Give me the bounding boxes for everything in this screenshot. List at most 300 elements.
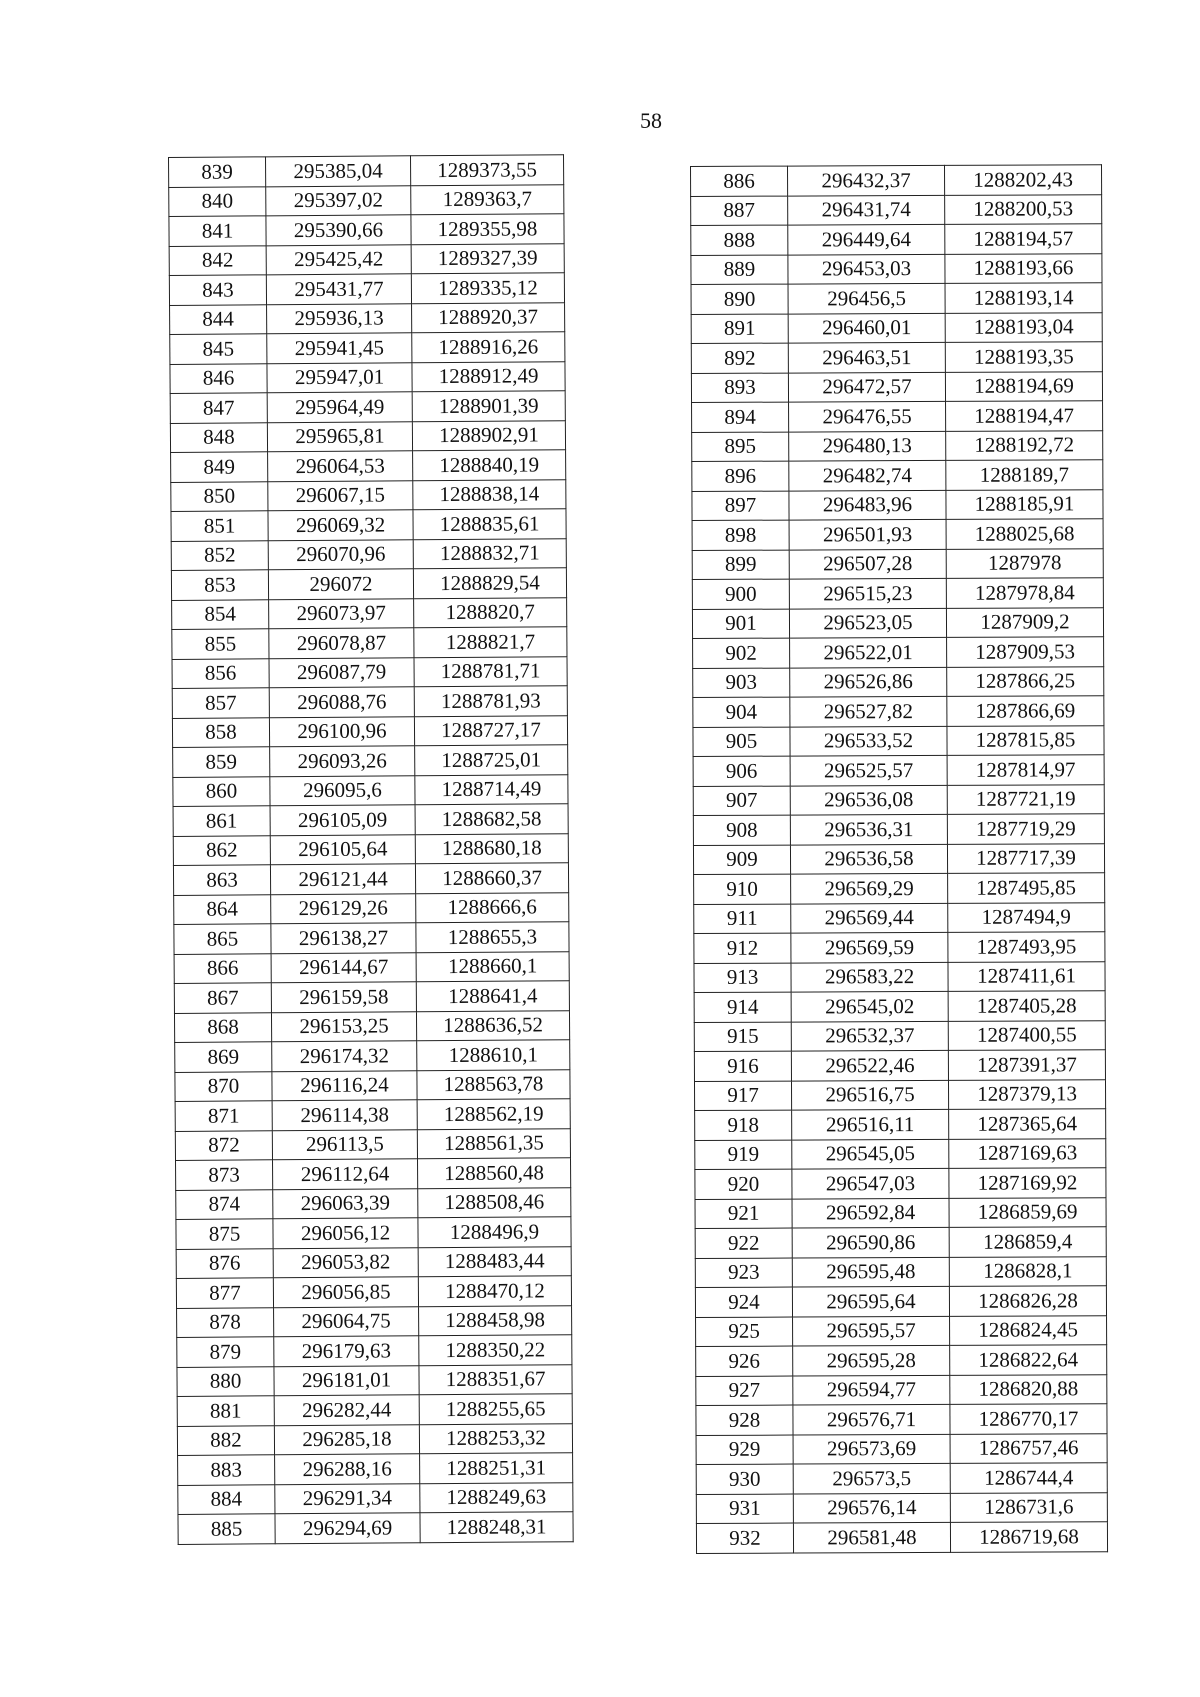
y-coordinate-cell: 1289355,98 [411,214,564,245]
y-coordinate-cell: 1288193,66 [945,253,1102,283]
y-coordinate-cell: 1287495,85 [948,873,1105,903]
x-coordinate-cell: 295947,01 [267,362,412,393]
point-number-cell: 844 [170,304,267,334]
y-coordinate-cell: 1288202,43 [944,165,1101,195]
x-coordinate-cell: 296056,12 [273,1218,418,1249]
x-coordinate-cell: 296064,53 [268,451,413,482]
x-coordinate-cell: 296576,71 [793,1404,950,1434]
y-coordinate-cell: 1288193,04 [945,312,1102,342]
x-coordinate-cell: 296432,37 [788,165,945,195]
y-coordinate-cell: 1287978,84 [946,578,1103,608]
y-coordinate-cell: 1286757,46 [950,1433,1107,1463]
point-number-cell: 884 [178,1484,275,1514]
y-coordinate-cell: 1287815,85 [947,725,1104,755]
point-number-cell: 848 [170,422,267,452]
point-number-cell: 894 [692,402,789,432]
y-coordinate-cell: 1288636,52 [416,1010,569,1041]
y-coordinate-cell: 1288901,39 [412,391,565,422]
x-coordinate-cell: 296116,24 [272,1070,417,1101]
table-row [691,283,1102,314]
point-number-cell: 841 [169,216,266,246]
point-number-cell: 845 [170,334,267,364]
point-number-cell: 905 [693,727,790,757]
point-number-cell: 915 [694,1022,791,1052]
point-number-cell: 920 [695,1169,792,1199]
point-number-cell: 926 [696,1346,793,1376]
page-number: 58 [640,108,662,133]
x-coordinate-cell: 295941,45 [267,333,412,364]
y-coordinate-cell: 1289335,12 [411,273,564,304]
y-coordinate-cell: 1287717,39 [947,843,1104,873]
point-number-cell: 873 [176,1160,273,1190]
point-number-cell: 883 [178,1455,275,1485]
y-coordinate-cell: 1288727,17 [414,715,567,746]
point-number-cell: 912 [694,933,791,963]
table-row [696,1345,1107,1376]
table-row [694,902,1105,933]
x-coordinate-cell: 296594,77 [793,1375,950,1405]
table-row [695,1227,1106,1258]
x-coordinate-cell: 296069,32 [268,510,413,541]
x-coordinate-cell: 296056,85 [273,1277,418,1308]
table-row [174,981,569,1013]
table-row [692,578,1103,609]
x-coordinate-cell: 296516,75 [791,1080,948,1110]
y-coordinate-cell: 1288641,4 [416,981,569,1012]
point-number-cell: 890 [691,284,788,314]
x-coordinate-cell: 295390,66 [266,215,411,246]
point-number-cell: 875 [176,1219,273,1249]
table-row [177,1335,572,1367]
table-row [693,784,1104,815]
table-row [170,332,565,364]
point-number-cell: 840 [169,186,266,216]
x-coordinate-cell: 296516,11 [792,1109,949,1139]
point-number-cell: 931 [696,1494,793,1524]
table-row [174,1010,569,1042]
table-row [691,194,1102,225]
point-number-cell: 863 [173,865,270,895]
table-row [169,155,564,187]
y-coordinate-cell: 1287405,28 [948,991,1105,1021]
point-number-cell: 859 [173,747,270,777]
point-number-cell: 895 [692,432,789,462]
point-number-cell: 908 [693,815,790,845]
point-number-cell: 843 [169,275,266,305]
table-row [172,656,567,688]
table-row [170,302,565,334]
table-row [171,450,566,482]
x-coordinate-cell: 296573,69 [793,1434,950,1464]
table-row [177,1394,572,1426]
table-row [176,1158,571,1190]
table-row [178,1482,573,1514]
point-number-cell: 921 [695,1199,792,1229]
y-coordinate-cell: 1288655,3 [416,922,569,953]
x-coordinate-cell: 296064,75 [274,1306,419,1337]
y-coordinate-cell: 1288251,31 [420,1453,573,1484]
x-coordinate-cell: 296067,15 [268,480,413,511]
table-row [694,1079,1105,1110]
point-number-cell: 862 [173,835,270,865]
table-row [174,892,569,924]
point-number-cell: 892 [691,343,788,373]
table-row [171,538,566,570]
x-coordinate-cell: 296536,31 [790,814,947,844]
x-coordinate-cell: 296476,55 [789,401,946,431]
point-number-cell: 902 [693,638,790,668]
y-coordinate-cell: 1286744,4 [950,1463,1107,1493]
y-coordinate-cell: 1288835,61 [413,509,566,540]
y-coordinate-cell: 1289373,55 [410,155,563,186]
y-coordinate-cell: 1288660,1 [416,951,569,982]
x-coordinate-cell: 296144,67 [271,952,416,983]
point-number-cell: 909 [693,845,790,875]
table-row [692,489,1103,520]
y-coordinate-cell: 1288725,01 [415,745,568,776]
point-number-cell: 870 [175,1071,272,1101]
point-number-cell: 881 [177,1396,274,1426]
x-coordinate-cell: 296105,09 [270,805,415,836]
point-number-cell: 906 [693,756,790,786]
x-coordinate-cell: 296181,01 [274,1365,419,1396]
y-coordinate-cell: 1288563,78 [417,1069,570,1100]
x-coordinate-cell: 296285,18 [274,1424,419,1455]
table-row [691,312,1102,343]
point-number-cell: 928 [696,1405,793,1435]
table-row [170,361,565,393]
x-coordinate-cell: 296595,64 [792,1286,949,1316]
table-row [175,1128,570,1160]
y-coordinate-cell: 1288561,35 [417,1128,570,1159]
table-row [696,1374,1107,1405]
table-row [174,922,569,954]
point-number-cell: 842 [169,245,266,275]
table-row [691,253,1102,284]
table-row [176,1276,571,1308]
table-row [170,391,565,423]
y-coordinate-cell: 1287493,95 [948,932,1105,962]
x-coordinate-cell: 296532,37 [791,1021,948,1051]
y-coordinate-cell: 1288680,18 [415,833,568,864]
x-coordinate-cell: 296088,76 [269,687,414,718]
table-row [169,184,564,216]
y-coordinate-cell: 1286859,69 [949,1197,1106,1227]
point-number-cell: 869 [175,1042,272,1072]
x-coordinate-cell: 296581,48 [793,1522,950,1552]
point-number-cell: 888 [691,225,788,255]
y-coordinate-cell: 1288508,46 [418,1187,571,1218]
point-number-cell: 932 [696,1523,793,1553]
x-coordinate-cell: 296087,79 [269,657,414,688]
table-row [175,1099,570,1131]
x-coordinate-cell: 295964,49 [267,392,412,423]
point-number-cell: 929 [696,1435,793,1465]
table-row [695,1109,1106,1140]
y-coordinate-cell: 1287400,55 [948,1020,1105,1050]
y-coordinate-cell: 1288470,12 [418,1276,571,1307]
point-number-cell: 924 [695,1287,792,1317]
y-coordinate-cell: 1288194,47 [946,401,1103,431]
table-row [176,1217,571,1249]
table-row [173,863,568,895]
table-row [695,1197,1106,1228]
y-coordinate-cell: 1286822,64 [950,1345,1107,1375]
point-number-cell: 896 [692,461,789,491]
point-number-cell: 861 [173,806,270,836]
point-number-cell: 853 [171,570,268,600]
table-row [171,568,566,600]
y-coordinate-cell: 1288253,32 [419,1423,572,1454]
y-coordinate-cell: 1288610,1 [417,1040,570,1071]
x-coordinate-cell: 295385,04 [266,156,411,187]
y-coordinate-cell: 1286820,88 [950,1374,1107,1404]
y-coordinate-cell: 1286828,1 [949,1256,1106,1286]
x-coordinate-cell: 296093,26 [270,746,415,777]
point-number-cell: 849 [171,452,268,482]
y-coordinate-cell: 1287494,9 [948,902,1105,932]
y-coordinate-cell: 1289363,7 [411,184,564,215]
x-coordinate-cell: 296595,28 [793,1345,950,1375]
x-coordinate-cell: 296159,58 [271,982,416,1013]
y-coordinate-cell: 1288562,19 [417,1099,570,1130]
table-row [696,1433,1107,1464]
y-coordinate-cell: 1288714,49 [415,774,568,805]
table-row [693,666,1104,697]
table-row [176,1246,571,1278]
y-coordinate-cell: 1288902,91 [412,420,565,451]
y-coordinate-cell: 1287169,63 [949,1138,1106,1168]
x-coordinate-cell: 296501,93 [789,519,946,549]
point-number-cell: 854 [172,599,269,629]
table-row [173,804,568,836]
point-number-cell: 904 [693,697,790,727]
table-row [693,637,1104,668]
table-row [693,725,1104,756]
y-coordinate-cell: 1288832,71 [413,538,566,569]
y-coordinate-cell: 1288560,48 [417,1158,570,1189]
x-coordinate-cell: 296569,59 [791,932,948,962]
x-coordinate-cell: 296507,28 [789,549,946,579]
table-row [177,1364,572,1396]
x-coordinate-cell: 296174,32 [272,1041,417,1072]
y-coordinate-cell: 1288781,93 [414,686,567,717]
x-coordinate-cell: 296138,27 [271,923,416,954]
x-coordinate-cell: 296527,82 [790,696,947,726]
x-coordinate-cell: 296480,13 [789,431,946,461]
y-coordinate-cell: 1287169,92 [949,1168,1106,1198]
point-number-cell: 897 [692,491,789,521]
table-row [693,843,1104,874]
x-coordinate-cell: 295936,13 [267,303,412,334]
table-row [695,1138,1106,1169]
y-coordinate-cell: 1288820,7 [414,597,567,628]
x-coordinate-cell: 296129,26 [271,893,416,924]
x-coordinate-cell: 296153,25 [271,1011,416,1042]
point-number-cell: 872 [175,1130,272,1160]
x-coordinate-cell: 296525,57 [790,755,947,785]
table-row [176,1187,571,1219]
x-coordinate-cell: 296053,82 [273,1247,418,1278]
point-number-cell: 898 [692,520,789,550]
y-coordinate-cell: 1288660,37 [415,863,568,894]
x-coordinate-cell: 296121,44 [270,864,415,895]
y-coordinate-cell: 1288916,26 [412,332,565,363]
x-coordinate-cell: 296526,86 [790,667,947,697]
table-row [691,371,1102,402]
point-number-cell: 879 [177,1337,274,1367]
y-coordinate-cell: 1288912,49 [412,361,565,392]
table-row [692,548,1103,579]
point-number-cell: 856 [172,658,269,688]
x-coordinate-cell: 296463,51 [788,342,945,372]
x-coordinate-cell: 296573,5 [793,1463,950,1493]
table-row [696,1315,1107,1346]
point-number-cell: 876 [176,1248,273,1278]
y-coordinate-cell: 1287909,53 [947,637,1104,667]
y-coordinate-cell: 1288821,7 [414,627,567,658]
point-number-cell: 871 [175,1101,272,1131]
y-coordinate-cell: 1288350,22 [419,1335,572,1366]
y-coordinate-cell: 1289327,39 [411,243,564,274]
x-coordinate-cell: 296105,64 [270,834,415,865]
x-coordinate-cell: 296291,34 [275,1483,420,1514]
y-coordinate-cell: 1286770,17 [950,1404,1107,1434]
y-coordinate-cell: 1288193,14 [945,283,1102,313]
y-coordinate-cell: 1286859,4 [949,1227,1106,1257]
y-coordinate-cell: 1287719,29 [947,814,1104,844]
point-number-cell: 858 [172,717,269,747]
table-row [695,1168,1106,1199]
y-coordinate-cell: 1286824,45 [950,1315,1107,1345]
x-coordinate-cell: 296282,44 [274,1395,419,1426]
table-row [692,460,1103,491]
x-coordinate-cell: 296482,74 [789,460,946,490]
point-number-cell: 886 [691,166,788,196]
y-coordinate-cell: 1286731,6 [950,1492,1107,1522]
point-number-cell: 851 [171,511,268,541]
y-coordinate-cell: 1288483,44 [418,1246,571,1277]
y-coordinate-cell: 1287365,64 [949,1109,1106,1139]
y-coordinate-cell: 1287379,13 [948,1079,1105,1109]
x-coordinate-cell: 296472,57 [788,372,945,402]
y-coordinate-cell: 1288249,63 [420,1482,573,1513]
point-number-cell: 882 [177,1425,274,1455]
x-coordinate-cell: 296522,01 [790,637,947,667]
y-coordinate-cell: 1288838,14 [413,479,566,510]
point-number-cell: 846 [170,363,267,393]
y-coordinate-cell: 1288185,91 [946,489,1103,519]
point-number-cell: 839 [169,157,266,187]
table-row [693,755,1104,786]
point-number-cell: 847 [170,393,267,423]
x-coordinate-cell: 295431,77 [266,274,411,305]
x-coordinate-cell: 296536,58 [790,844,947,874]
point-number-cell: 889 [691,255,788,285]
table-row [694,932,1105,963]
point-number-cell: 916 [694,1051,791,1081]
y-coordinate-cell: 1288682,58 [415,804,568,835]
x-coordinate-cell: 296113,5 [272,1129,417,1160]
x-coordinate-cell: 296460,01 [788,313,945,343]
x-coordinate-cell: 296100,96 [269,716,414,747]
point-number-cell: 917 [694,1081,791,1111]
x-coordinate-cell: 296072 [268,569,413,600]
right-coordinates-table [690,164,1108,1553]
point-number-cell: 887 [691,196,788,226]
point-number-cell: 922 [695,1228,792,1258]
point-number-cell: 880 [177,1366,274,1396]
left-coordinates-table [168,154,574,1544]
point-number-cell: 923 [695,1258,792,1288]
table-row [692,607,1103,638]
point-number-cell: 868 [174,1012,271,1042]
point-number-cell: 907 [693,786,790,816]
table-row [174,951,569,983]
x-coordinate-cell: 295425,42 [266,244,411,275]
y-coordinate-cell: 1288192,72 [946,430,1103,460]
point-number-cell: 891 [691,314,788,344]
x-coordinate-cell: 296078,87 [269,628,414,659]
point-number-cell: 918 [695,1110,792,1140]
table-row [170,420,565,452]
y-coordinate-cell: 1287814,97 [947,755,1104,785]
x-coordinate-cell: 296073,97 [269,598,414,629]
x-coordinate-cell: 296592,84 [792,1198,949,1228]
point-number-cell: 855 [172,629,269,659]
y-coordinate-cell: 1288829,54 [413,568,566,599]
point-number-cell: 925 [696,1317,793,1347]
y-coordinate-cell: 1287411,61 [948,961,1105,991]
x-coordinate-cell: 296576,14 [793,1493,950,1523]
table-row [694,1020,1105,1051]
x-coordinate-cell: 296288,16 [275,1454,420,1485]
left-coordinates-table-container [168,154,574,1544]
y-coordinate-cell: 1288025,68 [946,519,1103,549]
point-number-cell: 927 [696,1376,793,1406]
table-row [171,509,566,541]
left-table-body [169,155,574,1544]
table-row [178,1453,573,1485]
y-coordinate-cell: 1288193,35 [945,342,1102,372]
x-coordinate-cell: 296536,08 [790,785,947,815]
point-number-cell: 867 [174,983,271,1013]
point-number-cell: 860 [173,776,270,806]
y-coordinate-cell: 1288200,53 [945,194,1102,224]
x-coordinate-cell: 296583,22 [791,962,948,992]
y-coordinate-cell: 1288255,65 [419,1394,572,1425]
y-coordinate-cell: 1287391,37 [948,1050,1105,1080]
table-row [695,1256,1106,1287]
table-row [169,214,564,246]
point-number-cell: 877 [176,1278,273,1308]
y-coordinate-cell: 1288781,71 [414,656,567,687]
table-row [696,1463,1107,1494]
y-coordinate-cell: 1288840,19 [413,450,566,481]
y-coordinate-cell: 1288920,37 [412,302,565,333]
table-row [691,342,1102,373]
x-coordinate-cell: 296547,03 [792,1168,949,1198]
table-row [177,1423,572,1455]
table-row [694,1050,1105,1081]
x-coordinate-cell: 296483,96 [789,490,946,520]
point-number-cell: 900 [692,579,789,609]
table-row [172,627,567,659]
point-number-cell: 852 [171,540,268,570]
point-number-cell: 865 [174,924,271,954]
x-coordinate-cell: 296545,02 [791,991,948,1021]
table-row [691,165,1102,196]
